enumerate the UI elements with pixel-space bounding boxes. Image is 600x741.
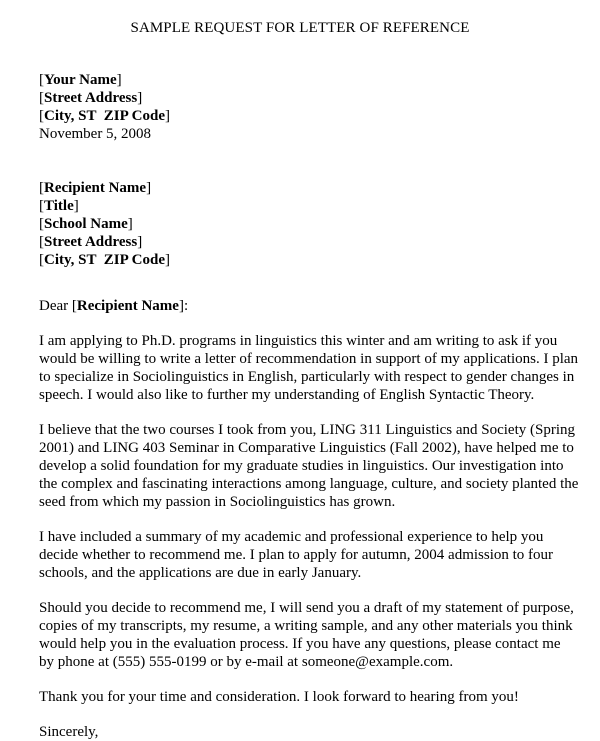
paragraph-line: would help you in the evaluation process. If you have any questions, please contact me (39, 636, 561, 652)
recipient-street-line: [Street Address] (39, 234, 143, 250)
recipient-title: Title (44, 198, 74, 214)
paragraph-line: I have included a summary of my academic and professional experience to help you (39, 529, 544, 545)
paragraph-line: I am applying to Ph.D. programs in linguistics this winter and am writing to ask if you (39, 333, 558, 349)
recipient-city-line: [City, ST ZIP Code] (39, 252, 171, 268)
sender-street-line: [Street Address] (39, 90, 143, 106)
paragraph-line: copies of my transcripts, my resume, a writing sample, and any other materials you think (39, 618, 573, 634)
paragraph-3 (39, 528, 594, 582)
sender-city: City, ST ZIP Code (44, 108, 166, 124)
paragraph-2 (39, 421, 594, 511)
recipient-name-line: [Recipient Name] (39, 180, 152, 196)
recipient-address (39, 179, 594, 269)
recipient-title-line: [Title] (39, 198, 79, 214)
recipient-school-line: [School Name] (39, 216, 133, 232)
paragraph-5 (39, 688, 594, 706)
paragraph-line: Thank you for your time and consideration. I look forward to hearing from you! (39, 689, 519, 705)
salutation-name: Recipient Name (76, 298, 179, 314)
sender-name-line: [Your Name] (39, 72, 122, 88)
letter-date: November 5, 2008 (39, 126, 152, 142)
paragraph-line: to specialize in Sociolinguistics in English, particularly with respect to gender changes in (39, 369, 575, 385)
paragraph-line: by phone at (555) 555-0199 or by e-mail at someone@example.com. (39, 654, 454, 670)
paragraph-line: decide whether to recommend me. I plan to apply for autumn, 2004 admission to four (39, 547, 554, 563)
document-title: SAMPLE REQUEST FOR LETTER OF REFERENCE (130, 20, 470, 36)
salutation (39, 297, 594, 315)
recipient-name: Recipient Name (44, 180, 147, 196)
closing: Sincerely, (39, 724, 99, 740)
sender-city-line: [City, ST ZIP Code] (39, 108, 171, 124)
paragraph-line: the complex and fascinating interactions among language, culture, and society planted the (39, 476, 579, 492)
paragraph-line: would be willing to write a letter of recommendation in support of my applications. I plan (39, 351, 579, 367)
paragraph-line: develop a solid foundation for my graduate studies in linguistics. Our investigation into (39, 458, 564, 474)
paragraph-1 (39, 332, 594, 404)
salutation-prefix: Dear [ (39, 298, 77, 314)
paragraph-line: speech. I would also like to further my understanding of English Syntactic Theory. (39, 387, 535, 403)
salutation-suffix: ]: (178, 298, 189, 314)
sender-name: Your Name (44, 72, 117, 88)
paragraph-line: I believe that the two courses I took from you, LING 311 Linguistics and Society (Spring (39, 422, 576, 438)
recipient-city: City, ST ZIP Code (44, 252, 166, 268)
paragraph-4 (39, 599, 594, 671)
recipient-street: Street Address (44, 234, 138, 250)
paragraph-line: schools, and the applications are due in early January. (39, 565, 362, 581)
recipient-school: School Name (44, 216, 128, 232)
paragraph-line: Should you decide to recommend me, I will send you a draft of my statement of purpose, (39, 600, 574, 616)
paragraph-line: seed from which my passion in Sociolinguistics has grown. (39, 494, 396, 510)
letter-body (39, 71, 594, 741)
sender-address (39, 71, 594, 143)
paragraph-line: 2001) and LING 403 Seminar in Comparative Linguistics (Fall 2002), have helped me to (39, 440, 574, 456)
sender-street: Street Address (44, 90, 138, 106)
